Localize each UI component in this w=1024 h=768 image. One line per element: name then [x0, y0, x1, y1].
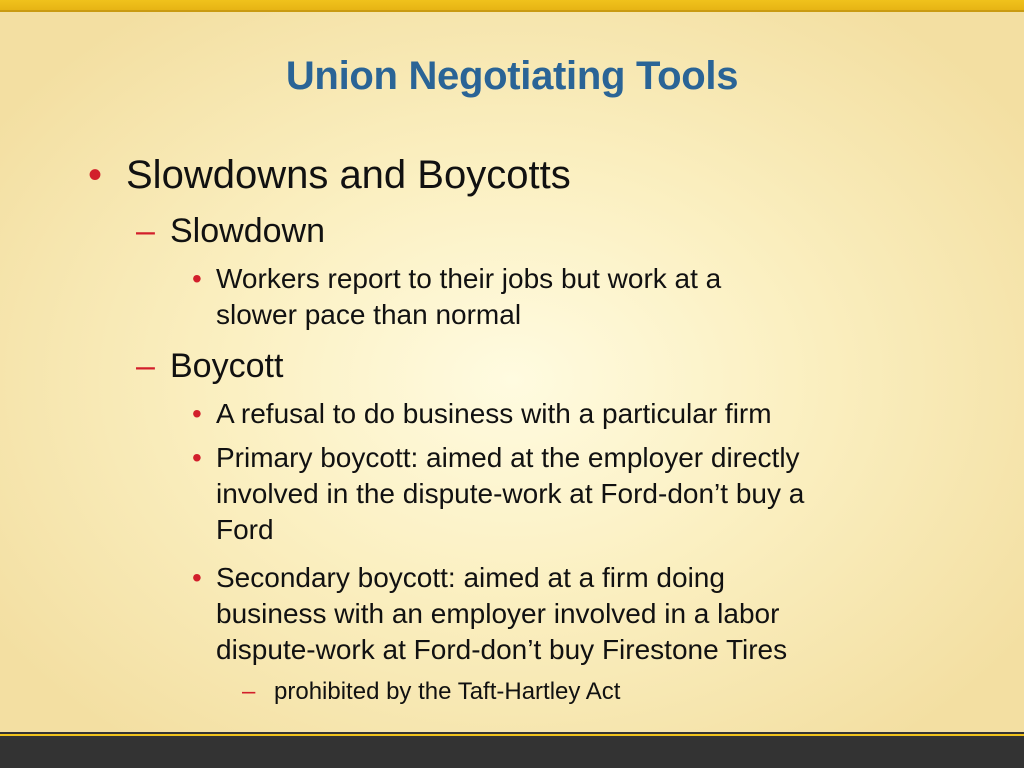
detail-line-2: business with an employer involved in a labor — [216, 598, 780, 629]
detail-bullet-secondary-boycott — [192, 560, 972, 668]
top-accent-band — [0, 0, 1024, 10]
detail-line-2: involved in the dispute-work at Ford-don’t buy a — [216, 478, 805, 509]
dash-marker: – — [136, 347, 155, 385]
detail-line-1: Workers report to their jobs but work at a — [216, 263, 722, 294]
detail-line-2: slower pace than normal — [216, 299, 522, 330]
bullet-slowdowns-and-boycotts — [88, 152, 968, 198]
detail-text: A refusal to do business with a particular firm — [216, 398, 772, 429]
sub-bullet-slowdown — [136, 211, 956, 251]
note-text: prohibited by the Taft-Hartley Act — [274, 678, 621, 705]
detail-line-3: Ford — [216, 514, 274, 545]
bullet-marker: • — [192, 562, 202, 593]
detail-bullet-primary-boycott — [192, 440, 972, 548]
sub-bullet-text: Slowdown — [170, 212, 325, 250]
detail-bullet-slowdown-definition — [192, 261, 972, 333]
dash-marker: – — [242, 678, 256, 705]
footer-bar — [0, 732, 1024, 768]
bullet-text: Slowdowns and Boycotts — [126, 153, 571, 197]
dash-marker: – — [136, 212, 155, 250]
bullet-marker: • — [192, 442, 202, 473]
bullet-marker: • — [192, 263, 202, 294]
top-accent-line — [0, 10, 1024, 12]
bullet-marker: • — [88, 153, 103, 197]
sub-bullet-boycott — [136, 346, 956, 386]
slide-title: Union Negotiating Tools — [285, 54, 739, 98]
sub-bullet-text: Boycott — [170, 347, 284, 385]
detail-line-1: Secondary boycott: aimed at a firm doing — [216, 562, 725, 593]
detail-bullet-boycott-definition — [192, 396, 972, 432]
note-bullet-taft-hartley — [242, 677, 942, 707]
footer-accent-line — [0, 734, 1024, 736]
detail-line-3: dispute-work at Ford-don’t buy Firestone Tires — [216, 634, 788, 665]
bullet-marker: • — [192, 398, 202, 429]
detail-line-1: Primary boycott: aimed at the employer directly — [216, 442, 800, 473]
